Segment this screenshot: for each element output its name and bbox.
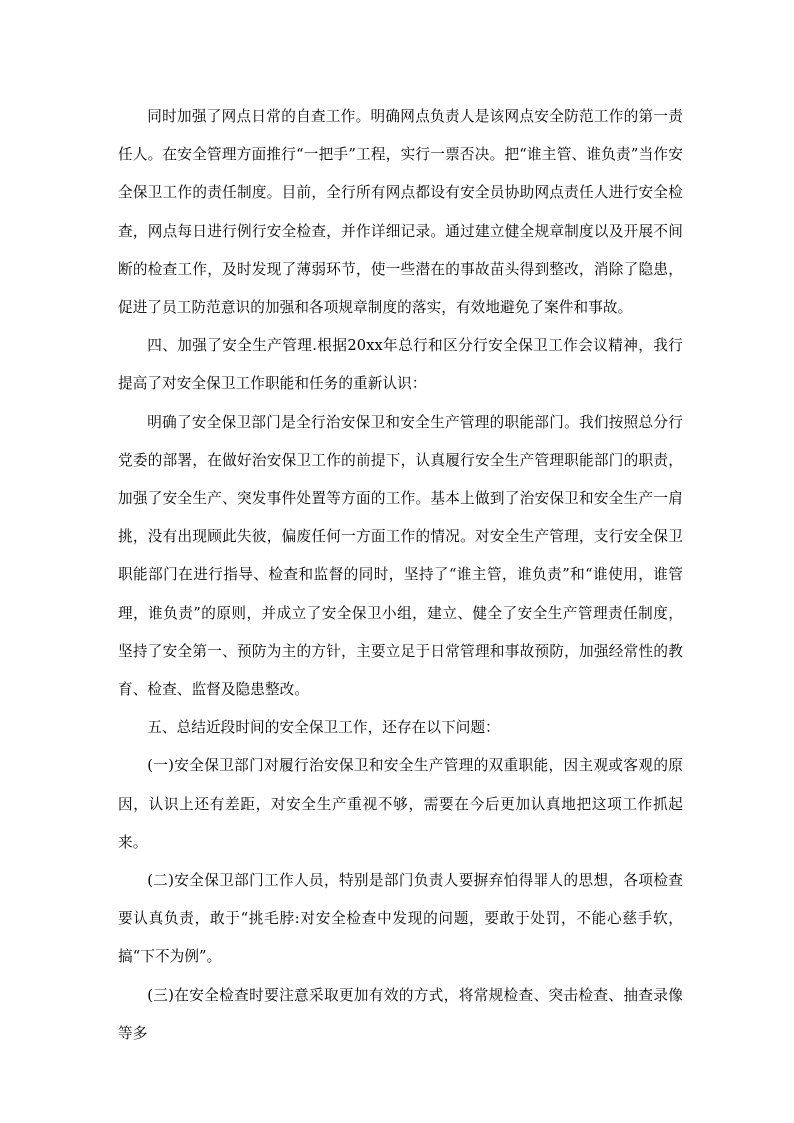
paragraph-safety-management: 明确了安全保卫部门是全行治安保卫和安全生产管理的职能部门。我们按照总分行党委的部署，在做好治安保卫工作的前提下，认真履行安全生产管理职能部门的职责，加强了安全生产、突发事件处置等方面的工作。基本上做到了治安保卫和安全生产一肩挑，没有出现顾此失彼，偏废任何一方面工作的情况。对安全生产管理，支行安全保卫职能部门在进行指导、检查和监督的同时，坚持了“谁主管，谁负责”和“谁使用，谁管理，谁负责”的原则，并成立了安全保卫小组，建立、健全了安全生产管理责任制度，坚持了安全第一、预防为主的方针，主要立足于日常管理和事故预防，加强经常性的教育、检查、监督及隐患整改。	[118, 413, 683, 699]
paragraph-self-inspection: 同时加强了网点日常的自查工作。明确网点负责人是该网点安全防范工作的第一责任人。在安全管理方面推行“一把手”工程，实行一票否决。把“谁主管、谁负责”当作安全保卫工作的责任制度。目前，全行所有网点都设有安全员协助网点责任人进行安全检查，网点每日进行例行安全检查，并作详细记录。通过建立健全规章制度以及开展不间断的检查工作，及时发现了薄弱环节，使一些潜在的事故苗头得到整改，消除了隐患，促进了员工防范意识的加强和各项规章制度的落实，有效地避免了案件和事故。	[118, 108, 683, 317]
paragraph-section-five-heading: 五、总结近段时间的安全保卫工作，还存在以下问题：	[147, 719, 500, 737]
document-body	[118, 98, 683, 1053]
paragraph-issue-three: (三)在安全检查时要注意采取更加有效的方式，将常规检查、突击检查、抽查录像等多	[118, 986, 683, 1042]
paragraph-section-four-heading: 四、加强了安全生产管理.根据20xx年总行和区分行安全保卫工作会议精神，我行提高了对安全保卫工作职能和任务的重新认识：	[118, 337, 683, 393]
paragraph-issue-one: (一)安全保卫部门对履行治安保卫和安全生产管理的双重职能，因主观或客观的原因，认识上还有差距，对安全生产重视不够，需要在今后更加认真地把这项工作抓起来。	[118, 757, 683, 851]
paragraph-issue-two: (二)安全保卫部门工作人员，特别是部门负责人要摒弃怕得罪人的思想，各项检查要认真负责，敢于“挑毛脖:对安全检查中发现的问题，要敢于处罚，不能心慈手软，搞“下不为例”。	[118, 872, 683, 966]
